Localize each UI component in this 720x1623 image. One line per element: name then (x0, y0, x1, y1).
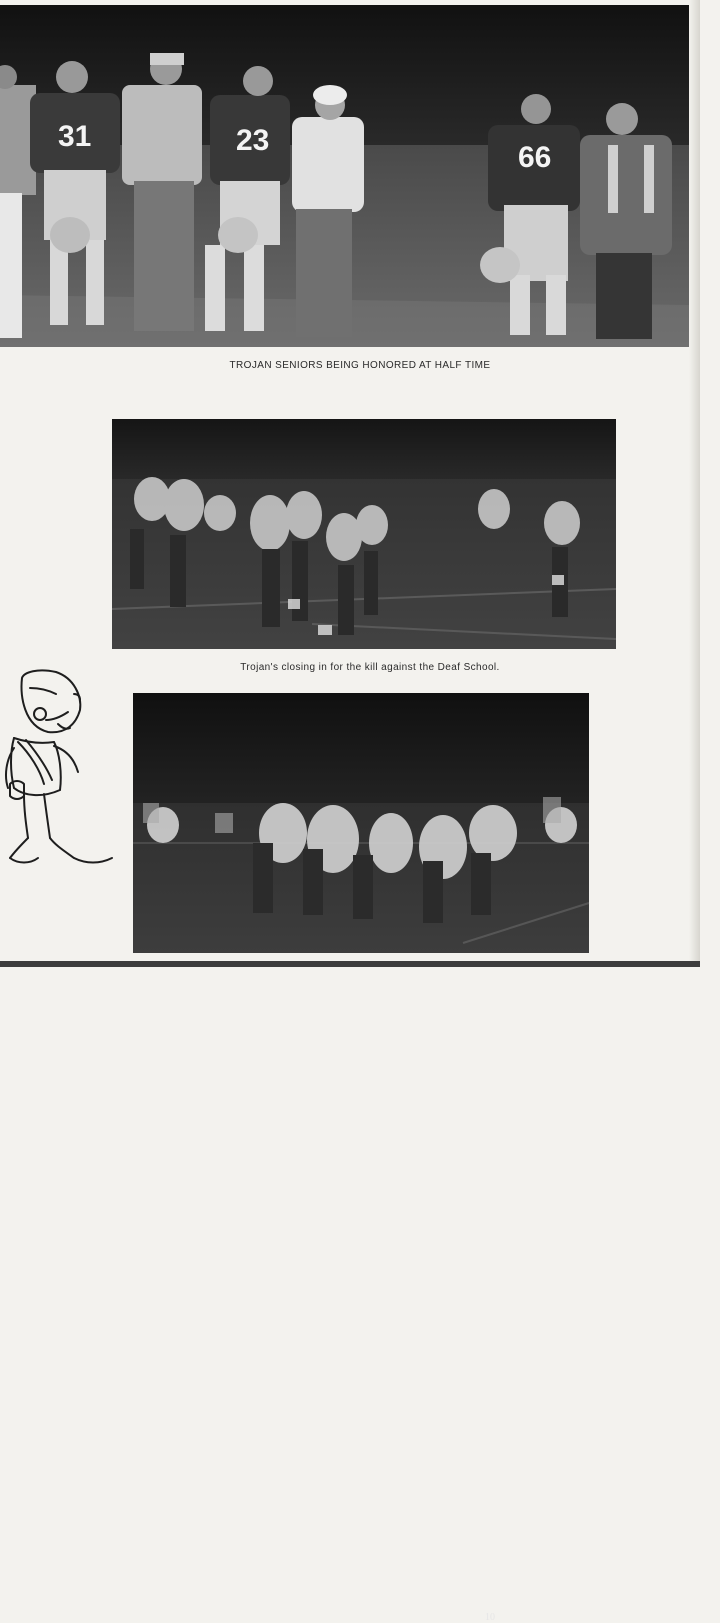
jersey-number-31: 31 (58, 120, 92, 153)
page-bottom-border (0, 961, 700, 967)
trojan-mascot-doodle (0, 668, 122, 876)
page-number: 10 (485, 1612, 495, 1623)
seniors-caption: TROJAN SENIORS BEING HONORED AT HALF TIME (229, 360, 491, 371)
game-action-photo (133, 693, 589, 1623)
jersey-number-66: 66 (518, 141, 552, 174)
deaf-school-caption: Trojan's closing in for the kill against the Deaf School. (240, 662, 500, 673)
seniors-photo (0, 5, 689, 347)
jersey-number-23: 23 (236, 124, 270, 157)
deaf-school-game-photo (112, 419, 616, 649)
page-edge-shadow (689, 0, 700, 967)
